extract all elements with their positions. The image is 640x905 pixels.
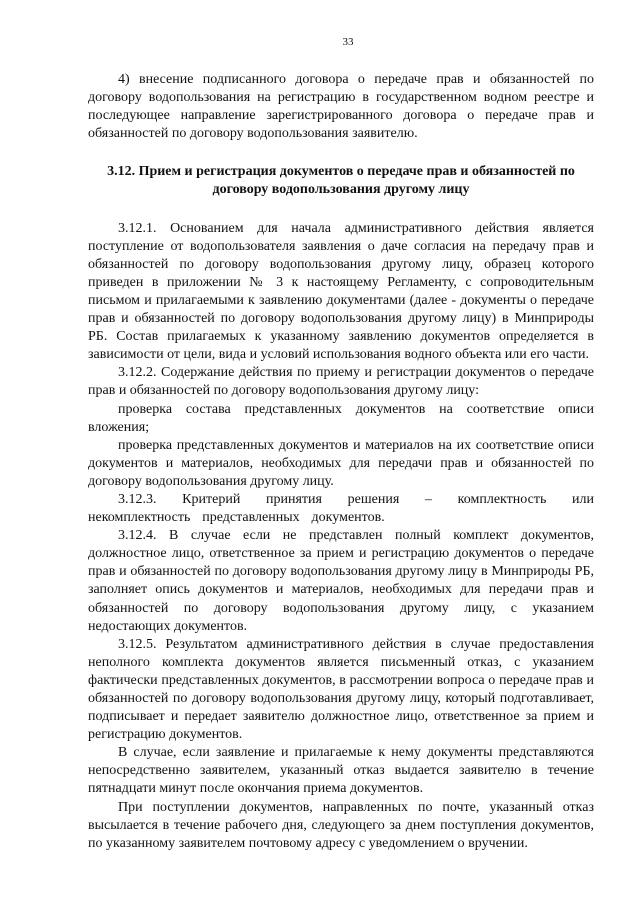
paragraph-check-documents: проверка представленных документов и материалов на их соответствие описи документов и материалов, необходимых для передачи прав и обязанностей по договору водопользования другому лицу.: [88, 437, 594, 489]
section-heading: 3.12. Прием и регистрация документов о передаче прав и обязанностей по договору водопользования другому лицу: [107, 164, 575, 198]
intro-paragraph: 4) внесение подписанного договора о передаче прав и обязанностей по договору водопользования на регистрацию в государственном водном реестре и последующее направление зарегистрированного договора о передаче прав и обязанностей по договору водопользования заявителю.: [88, 72, 594, 142]
paragraph-postal-submission: При поступлении документов, направленных по почте, указанный отказ высылается в течение рабочего дня, следующего за днем поступления документов, по указанному заявителем почтовому адресу с уведомлением о вручении.: [88, 799, 594, 851]
page-number: 33: [342, 36, 354, 48]
paragraph-3-12-5: 3.12.5. Результатом административного действия в случае предоставления неполного комплекта документов является письменный отказ, с указанием фактически представленных документов, в рассмотрении вопроса о передаче прав и обязанностей по договору водопользования другому лицу, который подготавливает, подписывает и передает заявителю должностное лицо, ответственное за прием и регистрацию документов.: [88, 636, 594, 743]
paragraph-3-12-4: 3.12.4. В случае если не представлен полный комплект документов, должностное лицо, ответственное за прием и регистрацию документов о передаче прав и обязанностей по договору водопользования другому лицу в Минприроды РБ, заполняет опись документов и материалов, необходимых для передачи прав и обязанностей по договору водопользования другому лицу, с указанием недостающих документов.: [88, 528, 594, 634]
paragraph-3-12-3: 3.12.3. Критерий принятия решения – комплектность или некомплектность представленных документов.: [88, 491, 594, 526]
paragraph-check-inventory: проверка состава представленных документов на соответствие описи вложения;: [88, 401, 594, 435]
paragraph-direct-submission: В случае, если заявление и прилагаемые к нему документы представляются непосредственно заявителем, указанный отказ выдается заявителю в течение пятнадцати минут после окончания приема документов.: [88, 745, 594, 797]
paragraph-3-12-2: 3.12.2. Содержание действия по приему и регистрации документов о передаче прав и обязанностей по договору водопользования другому лицу:: [88, 365, 594, 399]
paragraph-3-12-1: 3.12.1. Основанием для начала административного действия является поступление от водопользователя заявления о даче согласия на передачу прав и обязанностей по договору водопользования другому лицу, образец которого приведен в приложении № 3 к настоящему Регламенту, с сопроводительным письмом и прилагаемыми к заявлению документами (далее - документы о передаче прав и обязанностей по договору водопользования другому лицу) в Минприроды РБ. Состав прилагаемых к указанному заявлению документов определяется в зависимости от цели, вида и условий использования водного объекта или его части.: [88, 220, 594, 363]
